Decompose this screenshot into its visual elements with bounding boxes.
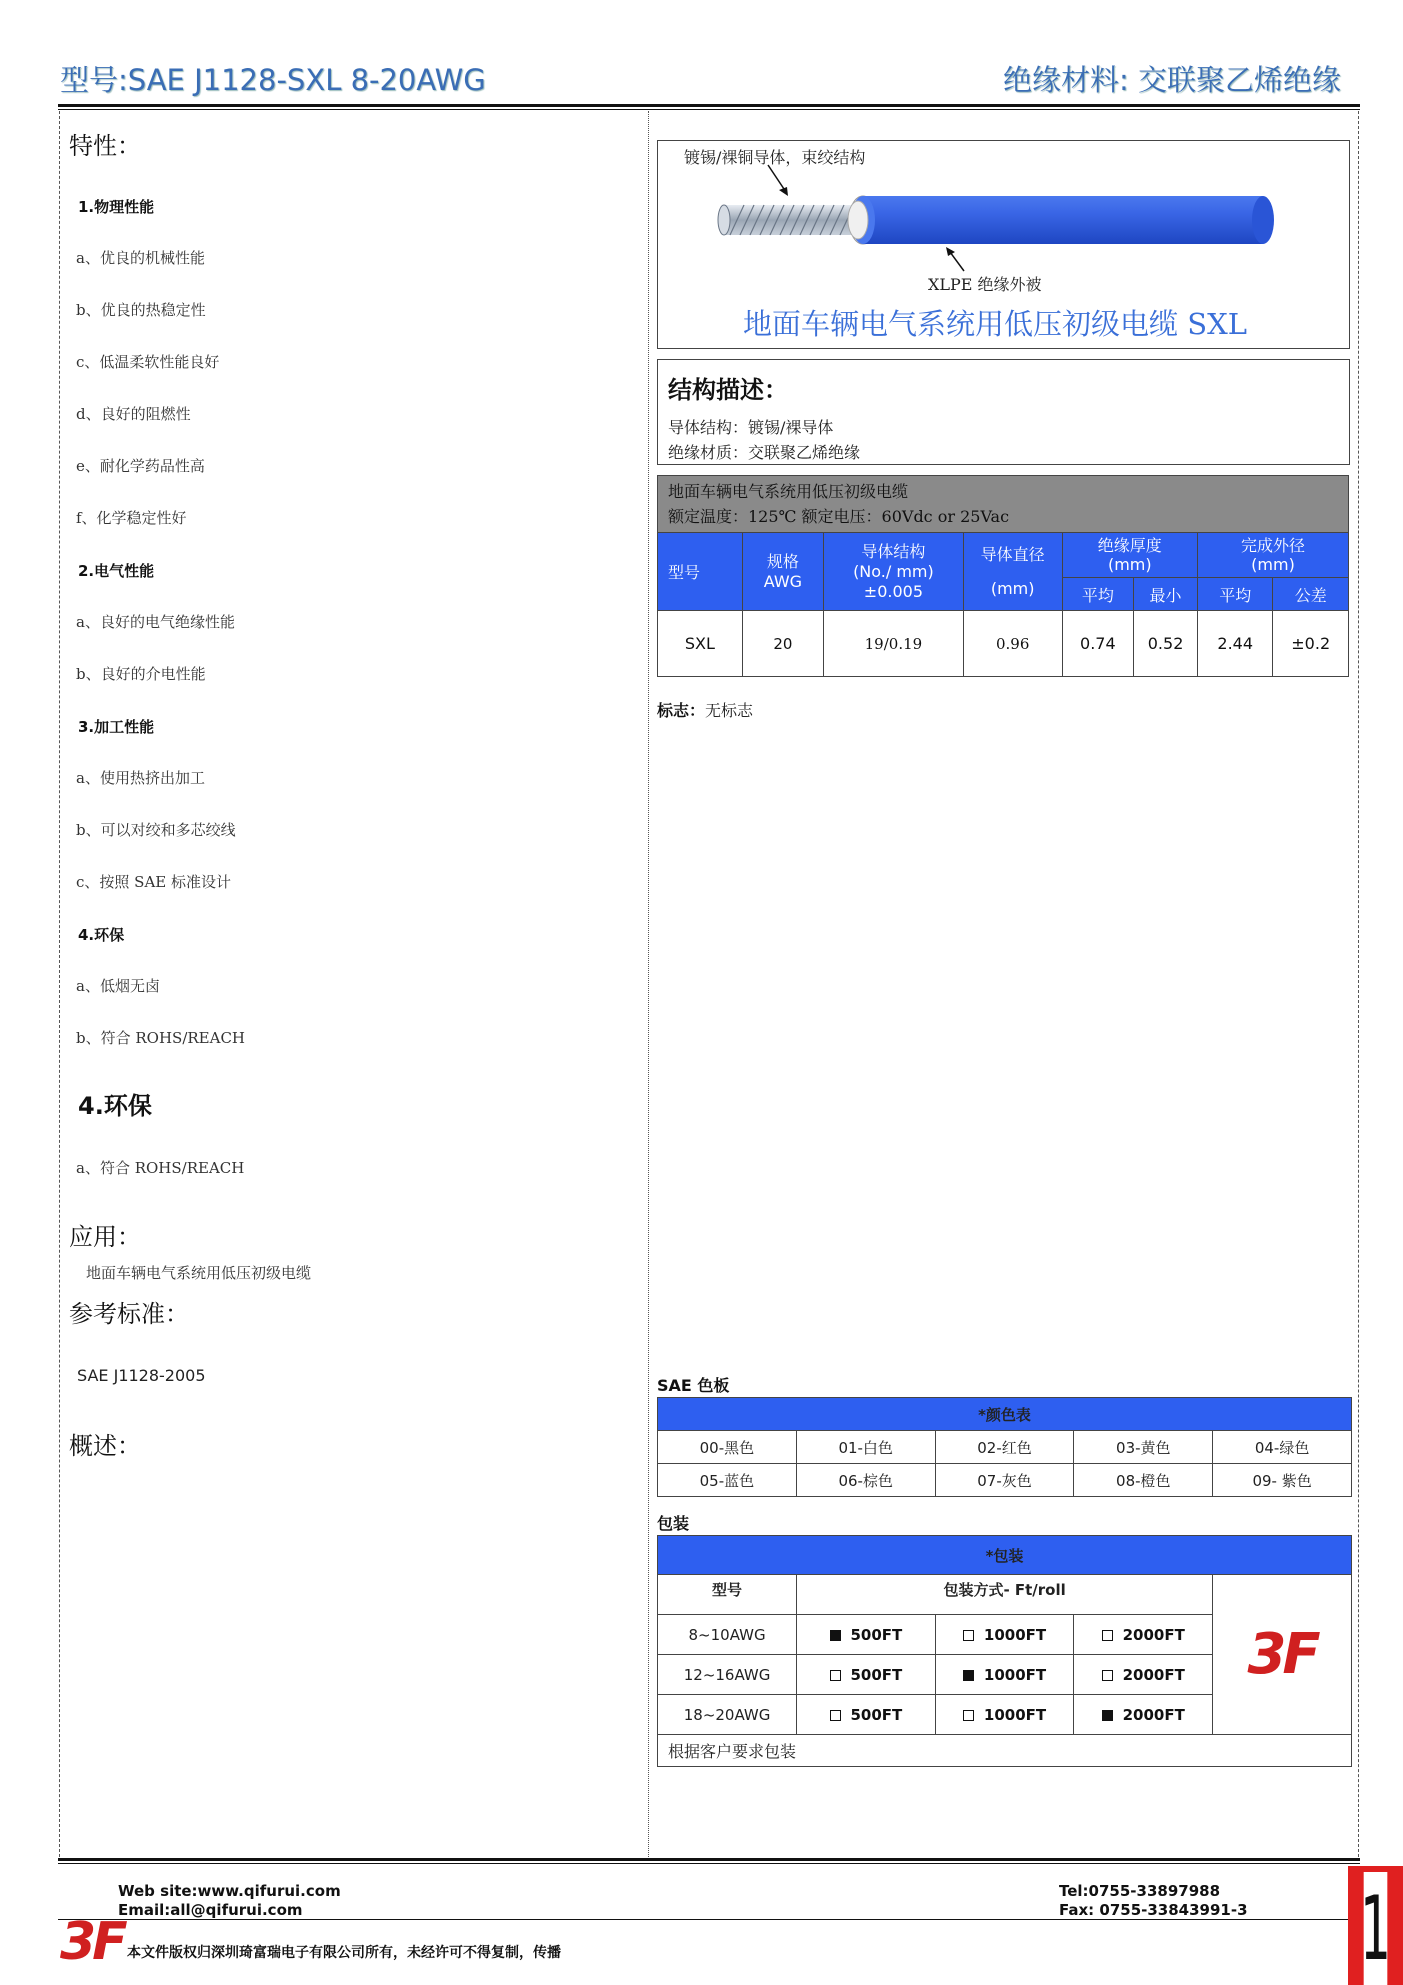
packing-model: 12~16AWG xyxy=(658,1655,797,1695)
color-table-header: *颜色表 xyxy=(658,1398,1352,1431)
packing-option-label: 2000FT xyxy=(1122,1625,1185,1644)
section-title: 2.电气性能 xyxy=(78,562,155,580)
col-od-avg: 平均 xyxy=(1198,578,1273,611)
footer-divider xyxy=(58,1919,1348,1920)
col-conductor-label: 导体结构 xyxy=(861,541,926,561)
packing-option xyxy=(1074,1615,1213,1655)
color-cell: 07-灰色 xyxy=(935,1464,1074,1497)
col-ins-min: 最小 xyxy=(1134,578,1198,611)
env-item: a、符合 ROHS/REACH xyxy=(76,1159,245,1177)
cell-od-avg: 2.44 xyxy=(1198,611,1273,677)
feature-item: f、化学稳定性好 xyxy=(76,509,187,527)
col-insulation xyxy=(1062,533,1197,578)
structure-insulation: 绝缘材质：交联聚乙烯绝缘 xyxy=(668,443,861,462)
marking xyxy=(657,698,753,721)
application-title: 应用： xyxy=(69,1223,141,1251)
packing-option-label: 500FT xyxy=(850,1625,903,1644)
color-cell: 00-黑色 xyxy=(658,1431,797,1464)
env-title: 4.环保 xyxy=(78,1092,152,1120)
packing-table xyxy=(657,1535,1352,1767)
packing-option-label: 2000FT xyxy=(1122,1705,1185,1724)
packing-option-label: 500FT xyxy=(850,1705,903,1724)
packing-option xyxy=(797,1615,936,1655)
packing-option-label: 1000FT xyxy=(983,1705,1047,1724)
cell-size: 20 xyxy=(742,611,823,677)
footer-tel: Tel:0755-33897988 xyxy=(1059,1882,1221,1900)
checkbox-empty-icon xyxy=(963,1630,974,1641)
structure-box xyxy=(657,359,1350,465)
packing-option-label: 1000FT xyxy=(983,1625,1047,1644)
marking-value: 无标志 xyxy=(705,701,754,720)
page-number: 1 xyxy=(1364,1872,1388,1985)
color-cell: 04-绿色 xyxy=(1213,1431,1352,1464)
model-title: 型号:SAE J1128-SXL 8-20AWG xyxy=(60,63,486,97)
spec-caption-line2: 额定温度：125℃ 额定电压：60Vdc or 25Vac xyxy=(668,507,1010,526)
color-cell: 02-红色 xyxy=(935,1431,1074,1464)
feature-item: b、符合 ROHS/REACH xyxy=(76,1029,246,1047)
col-diameter xyxy=(963,533,1062,611)
cell-diameter: 0.96 xyxy=(963,611,1062,677)
footer-fax: Fax: 0755-33843991-3 xyxy=(1059,1901,1248,1919)
packing-col-model: 型号 xyxy=(658,1575,797,1615)
packing-option xyxy=(935,1695,1074,1735)
col-od-unit: (mm) xyxy=(1251,555,1295,574)
checkbox-empty-icon xyxy=(830,1710,841,1721)
cable-illustration-box xyxy=(657,140,1350,349)
cell-conductor: 19/0.19 xyxy=(824,611,964,677)
footer-logo: 3F xyxy=(60,1912,124,1972)
checkbox-empty-icon xyxy=(830,1670,841,1681)
feature-item: c、按照 SAE 标准设计 xyxy=(76,873,231,891)
col-size xyxy=(742,533,823,611)
packing-logo-cell xyxy=(1213,1575,1352,1735)
jacket-label: XLPE 绝缘外被 xyxy=(928,275,1042,294)
section-title: 1.物理性能 xyxy=(78,198,155,216)
feature-item: a、良好的电气绝缘性能 xyxy=(76,613,235,631)
col-size-unit: AWG xyxy=(763,571,803,591)
color-cell: 09- 紫色 xyxy=(1213,1464,1352,1497)
footer-website: Web site:www.qifurui.com xyxy=(118,1882,341,1900)
col-diameter-label: 导体直径 xyxy=(980,544,1045,564)
checkbox-checked-icon xyxy=(830,1630,841,1641)
feature-item: d、良好的阻燃性 xyxy=(76,405,191,423)
col-od-tol: 公差 xyxy=(1273,578,1349,611)
structure-conductor: 导体结构：镀锡/裸导体 xyxy=(668,418,834,437)
packing-col-method: 包装方式- Ft/roll xyxy=(797,1575,1213,1615)
color-table xyxy=(657,1397,1352,1497)
color-cell: 05-蓝色 xyxy=(658,1464,797,1497)
checkbox-empty-icon xyxy=(963,1710,974,1721)
col-conductor-tol: ±0.005 xyxy=(863,581,924,601)
feature-item: b、可以对绞和多芯绞线 xyxy=(76,821,236,839)
packing-model: 8~10AWG xyxy=(658,1615,797,1655)
cell-model: SXL xyxy=(658,611,743,677)
spec-table xyxy=(657,475,1349,677)
feature-item: a、使用热挤出加工 xyxy=(76,769,205,787)
feature-item: a、优良的机械性能 xyxy=(76,249,205,267)
conductor xyxy=(724,205,864,235)
packing-option xyxy=(1074,1655,1213,1695)
color-cell: 03-黄色 xyxy=(1074,1431,1213,1464)
header-rule-thin xyxy=(58,109,1360,110)
section-title: 3.加工性能 xyxy=(78,718,155,736)
packing-option xyxy=(797,1695,936,1735)
col-diameter-unit: (mm) xyxy=(990,578,1035,598)
structure-title: 结构描述： xyxy=(668,376,788,404)
color-section-label: SAE 色板 xyxy=(657,1376,730,1395)
checkbox-checked-icon xyxy=(963,1670,974,1681)
features-title: 特性： xyxy=(69,132,141,160)
company-logo: 3F xyxy=(1247,1622,1317,1687)
jacket xyxy=(863,196,1270,244)
packing-table-header: *包装 xyxy=(658,1536,1352,1575)
feature-item: a、低烟无卤 xyxy=(76,977,160,995)
color-cell: 08-橙色 xyxy=(1074,1464,1213,1497)
packing-option xyxy=(1074,1695,1213,1735)
standard-title: 参考标准： xyxy=(69,1300,189,1328)
col-conductor-unit: (No./ mm) xyxy=(853,561,934,581)
checkbox-empty-icon xyxy=(1102,1630,1113,1641)
color-cell: 06-棕色 xyxy=(796,1464,935,1497)
col-insulation-unit: (mm) xyxy=(1107,555,1152,574)
checkbox-empty-icon xyxy=(1102,1670,1113,1681)
footer-copyright: 本文件版权归深圳琦富瑞电子有限公司所有，未经许可不得复制，传播 xyxy=(127,1945,561,1961)
footer-rule-thin xyxy=(58,1863,1360,1864)
col-insulation-label: 绝缘厚度 xyxy=(1097,536,1162,555)
packing-option xyxy=(935,1655,1074,1695)
feature-item: b、良好的介电性能 xyxy=(76,665,206,683)
footer-email: Email:all@qifurui.com xyxy=(118,1901,303,1919)
section-title: 4.环保 xyxy=(78,926,125,944)
spec-caption-line1: 地面车辆电气系统用低压初级电缆 xyxy=(668,482,909,501)
packing-option-label: 500FT xyxy=(850,1665,903,1684)
col-od xyxy=(1198,533,1349,578)
application-text: 地面车辆电气系统用低压初级电缆 xyxy=(86,1264,312,1282)
cell-ins-min: 0.52 xyxy=(1134,611,1198,677)
cell-od-tol: ±0.2 xyxy=(1273,611,1349,677)
col-size-label: 规格 xyxy=(766,551,799,571)
packing-option-label: 2000FT xyxy=(1122,1665,1185,1684)
col-conductor xyxy=(824,533,964,611)
footer-rule xyxy=(58,1858,1360,1861)
packing-option xyxy=(935,1615,1074,1655)
color-cell: 01-白色 xyxy=(796,1431,935,1464)
cell-ins-avg: 0.74 xyxy=(1062,611,1134,677)
col-ins-avg: 平均 xyxy=(1062,578,1134,611)
col-od-label: 完成外径 xyxy=(1240,536,1305,555)
feature-item: e、耐化学药品性高 xyxy=(76,457,205,475)
overview-title: 概述： xyxy=(69,1432,141,1460)
standard-text: SAE J1128-2005 xyxy=(77,1366,206,1385)
feature-item: b、优良的热稳定性 xyxy=(76,301,206,319)
spec-caption xyxy=(658,476,1349,533)
cable-title: 地面车辆电气系统用低压初级电缆 SXL xyxy=(743,307,1247,341)
packing-note: 根据客户要求包装 xyxy=(658,1735,1352,1767)
packing-model: 18~20AWG xyxy=(658,1695,797,1735)
feature-item: c、低温柔软性能良好 xyxy=(76,353,220,371)
material-title: 绝缘材料: 交联聚乙烯绝缘 xyxy=(1003,63,1341,97)
packing-section-label: 包装 xyxy=(657,1514,690,1533)
page-number-tab xyxy=(1348,1866,1403,1985)
header-rule xyxy=(58,104,1360,107)
column-divider xyxy=(648,111,649,1857)
checkbox-checked-icon xyxy=(1102,1710,1113,1721)
marking-label: 标志： xyxy=(657,701,706,720)
conductor-label: 镀锡/裸铜导体，束绞结构 xyxy=(684,148,866,167)
packing-option-label: 1000FT xyxy=(983,1665,1047,1684)
packing-option xyxy=(797,1655,936,1695)
col-model: 型号 xyxy=(658,533,743,611)
